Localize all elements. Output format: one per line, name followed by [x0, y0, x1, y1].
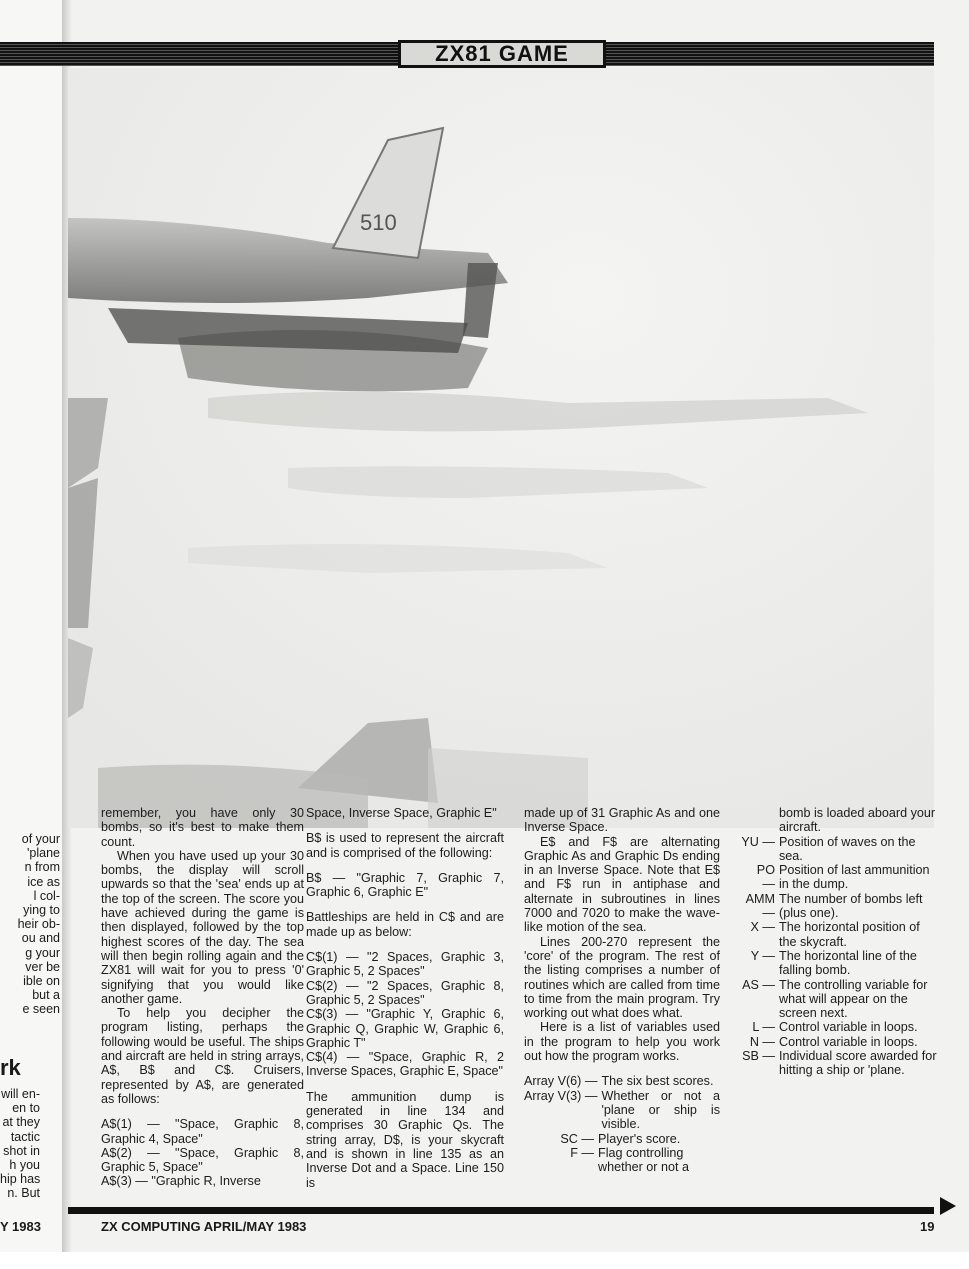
- variable-name: YU —: [741, 834, 775, 849]
- footer-magazine-title: ZX COMPUTING APRIL/MAY 1983: [101, 1219, 307, 1234]
- variable-description: The controlling variable for what will appear on the screen next.: [779, 977, 928, 1021]
- paragraph: remember, you have only 30 bombs, so it's best to make them count.: [101, 806, 304, 849]
- variable-description: Individual score awarded for hitting a ship or 'plane.: [779, 1049, 937, 1078]
- code-line: B$ — "Graphic 7, Graphic 7, Graphic 6, Graphic E": [306, 870, 504, 900]
- previous-page-heading: rk: [0, 1055, 21, 1080]
- footer-rule: [68, 1207, 934, 1214]
- article-column-4: [741, 806, 937, 1078]
- variable-description: The horizontal line of the falling bomb.: [779, 948, 917, 978]
- variable-name: AS —: [742, 977, 775, 992]
- prev-line: heir ob-: [17, 917, 60, 932]
- code-line: C$(3) — "Graphic Y, Graphic 6, Graphic Q, Graphic W, Graphic 6, Graphic T": [306, 1007, 504, 1050]
- prev-line: hip has: [0, 1172, 40, 1187]
- prev-line: tactic: [10, 1129, 40, 1144]
- prev-line: ou and: [21, 931, 60, 946]
- variable-entry: [524, 1132, 720, 1146]
- prev-line: e seen: [22, 1002, 60, 1017]
- variable-name: Array V(3) —: [524, 1088, 598, 1103]
- variable-description: Control variable in loops.: [779, 1034, 918, 1049]
- variable-entry: [741, 920, 937, 949]
- variable-description: The six best scores.: [601, 1074, 714, 1089]
- prev-line: ver be: [25, 959, 60, 974]
- variable-entry: [524, 1074, 720, 1088]
- code-line: A$(3) — "Graphic R, Inverse: [101, 1174, 261, 1189]
- variable-entry: [741, 1049, 937, 1078]
- previous-page-text: [0, 832, 60, 1017]
- variable-entry: [524, 1146, 720, 1175]
- paragraph: The ammunition dump is generated in line 134 and comprises 30 Graphic Qs. The string array, D$, is your skycraft and is shown in line 135 as an Inverse Dot and a Space. Line 150 is: [306, 1089, 504, 1190]
- variable-description: Position of last ammunition in the dump.: [779, 863, 930, 892]
- variable-entry: [741, 892, 937, 921]
- fighter-jets-photo: [68, 68, 934, 828]
- prev-line: will en-: [1, 1087, 40, 1101]
- variable-name: SB —: [742, 1049, 775, 1064]
- prev-line: ice as: [27, 874, 60, 889]
- prev-line: n. But: [7, 1186, 40, 1201]
- section-label: ZX81 GAME: [398, 40, 606, 68]
- variable-name: N —: [749, 1034, 775, 1049]
- code-line: Space, Inverse Space, Graphic E": [306, 806, 497, 820]
- variable-entry: [741, 1035, 937, 1049]
- prev-line: 'plane: [27, 846, 60, 861]
- paragraph: Battleships are held in C$ and are made up as below:: [306, 910, 504, 939]
- prev-line: en to: [12, 1101, 40, 1116]
- variable-entry: [524, 1089, 720, 1132]
- variable-description: Flag controlling whether or not a: [598, 1145, 690, 1175]
- prev-line: of your: [21, 832, 60, 846]
- paragraph: E$ and F$ are alternating Graphic As and Graphic Ds ending in an Inverse Space. Note that E$ and F$ run in antiphase and alternate in subroutines in lines 7000 and 7020 to make the wave-like motion of the sea.: [524, 834, 720, 935]
- variable-name: AMM —: [745, 891, 775, 921]
- variable-description: The horizontal position of the skycraft.: [779, 920, 920, 949]
- variable-name: F —: [570, 1145, 594, 1160]
- code-line: C$(1) — "2 Spaces, Graphic 3, Graphic 5, 2 Spaces": [306, 950, 504, 979]
- paragraph: B$ is used to represent the aircraft and is comprised of the following:: [306, 831, 504, 860]
- prev-line: ying to: [23, 903, 60, 918]
- prev-line: n from: [24, 860, 60, 875]
- code-line: C$(4) — "Space, Graphic R, 2 Inverse Spaces, Graphic E, Space": [306, 1050, 504, 1079]
- prev-line: shot in: [3, 1143, 40, 1158]
- paragraph: bomb is loaded aboard your aircraft.: [779, 806, 936, 835]
- article-column-2: [306, 806, 504, 1190]
- paragraph: To help you decipher the program listing, perhaps the following would be useful. The ships and aircraft are held in string arrays, A$, B$ and C$. Cruisers, represented by A$, are generated as follows:: [101, 1006, 304, 1106]
- article-column-3: [524, 806, 720, 1174]
- prev-line: ible on: [23, 974, 60, 989]
- variable-name: L —: [752, 1020, 775, 1035]
- prev-line: h you: [9, 1158, 40, 1173]
- paragraph: made up of 31 Graphic As and one Inverse Space.: [524, 806, 720, 835]
- prev-line: but a: [32, 988, 60, 1003]
- variable-entry: [741, 835, 937, 864]
- svg-text:510: 510: [360, 210, 397, 235]
- article-column-1: [101, 806, 304, 1189]
- variable-name: Array V(6) —: [524, 1074, 598, 1089]
- variable-entry: [741, 978, 937, 1021]
- variable-description: Whether or not a 'plane or ship is visible.: [601, 1088, 720, 1132]
- paragraph: Here is a list of variables used in the program to help you work out how the program works.: [524, 1020, 720, 1064]
- variable-name: Y —: [750, 948, 775, 963]
- continue-arrow-icon: [940, 1197, 956, 1215]
- paragraph: When you have used up your 30 bombs, the display will scroll upwards so that the 'sea' ends up at the top of the screen. The score you have achieved during the game is then displayed, followed by the top highest scores of the day. The sea will then begin rolling again and the ZX81 will wait for you to press '0' signifying that you would like another game.: [101, 848, 304, 1006]
- previous-page-text-2: [0, 1087, 40, 1201]
- variable-description: The number of bombs left (plus one).: [779, 891, 923, 921]
- variable-entry: [741, 1020, 937, 1034]
- paragraph: Lines 200-270 represent the 'core' of the program. The rest of the listing comprises a number of routines which are called from time to time from the main program. Try working out what does what.: [524, 934, 720, 1021]
- prev-line: at they: [2, 1115, 40, 1130]
- variable-name: SC —: [560, 1131, 594, 1146]
- variable-entry: [741, 949, 937, 978]
- prev-line: l col-: [33, 888, 60, 903]
- code-line: C$(2) — "2 Spaces, Graphic 8, Graphic 5, 2 Spaces": [306, 978, 504, 1007]
- variable-description: Control variable in loops.: [779, 1020, 918, 1035]
- code-line: A$(1) — "Space, Graphic 8, Graphic 4, Space": [101, 1117, 304, 1146]
- page-number: 19: [920, 1219, 935, 1234]
- previous-page-footer: Y 1983: [0, 1219, 41, 1234]
- variable-name: PO —: [756, 863, 775, 892]
- code-line: A$(2) — "Space, Graphic 8, Graphic 5, Space": [101, 1145, 304, 1175]
- prev-line: g your: [25, 945, 60, 960]
- variable-entry: [741, 863, 937, 892]
- variable-description: Position of waves on the sea.: [779, 834, 916, 863]
- variable-description: Player's score.: [598, 1131, 681, 1146]
- variable-name: X —: [750, 920, 775, 935]
- page-bottom-margin: [0, 1252, 969, 1269]
